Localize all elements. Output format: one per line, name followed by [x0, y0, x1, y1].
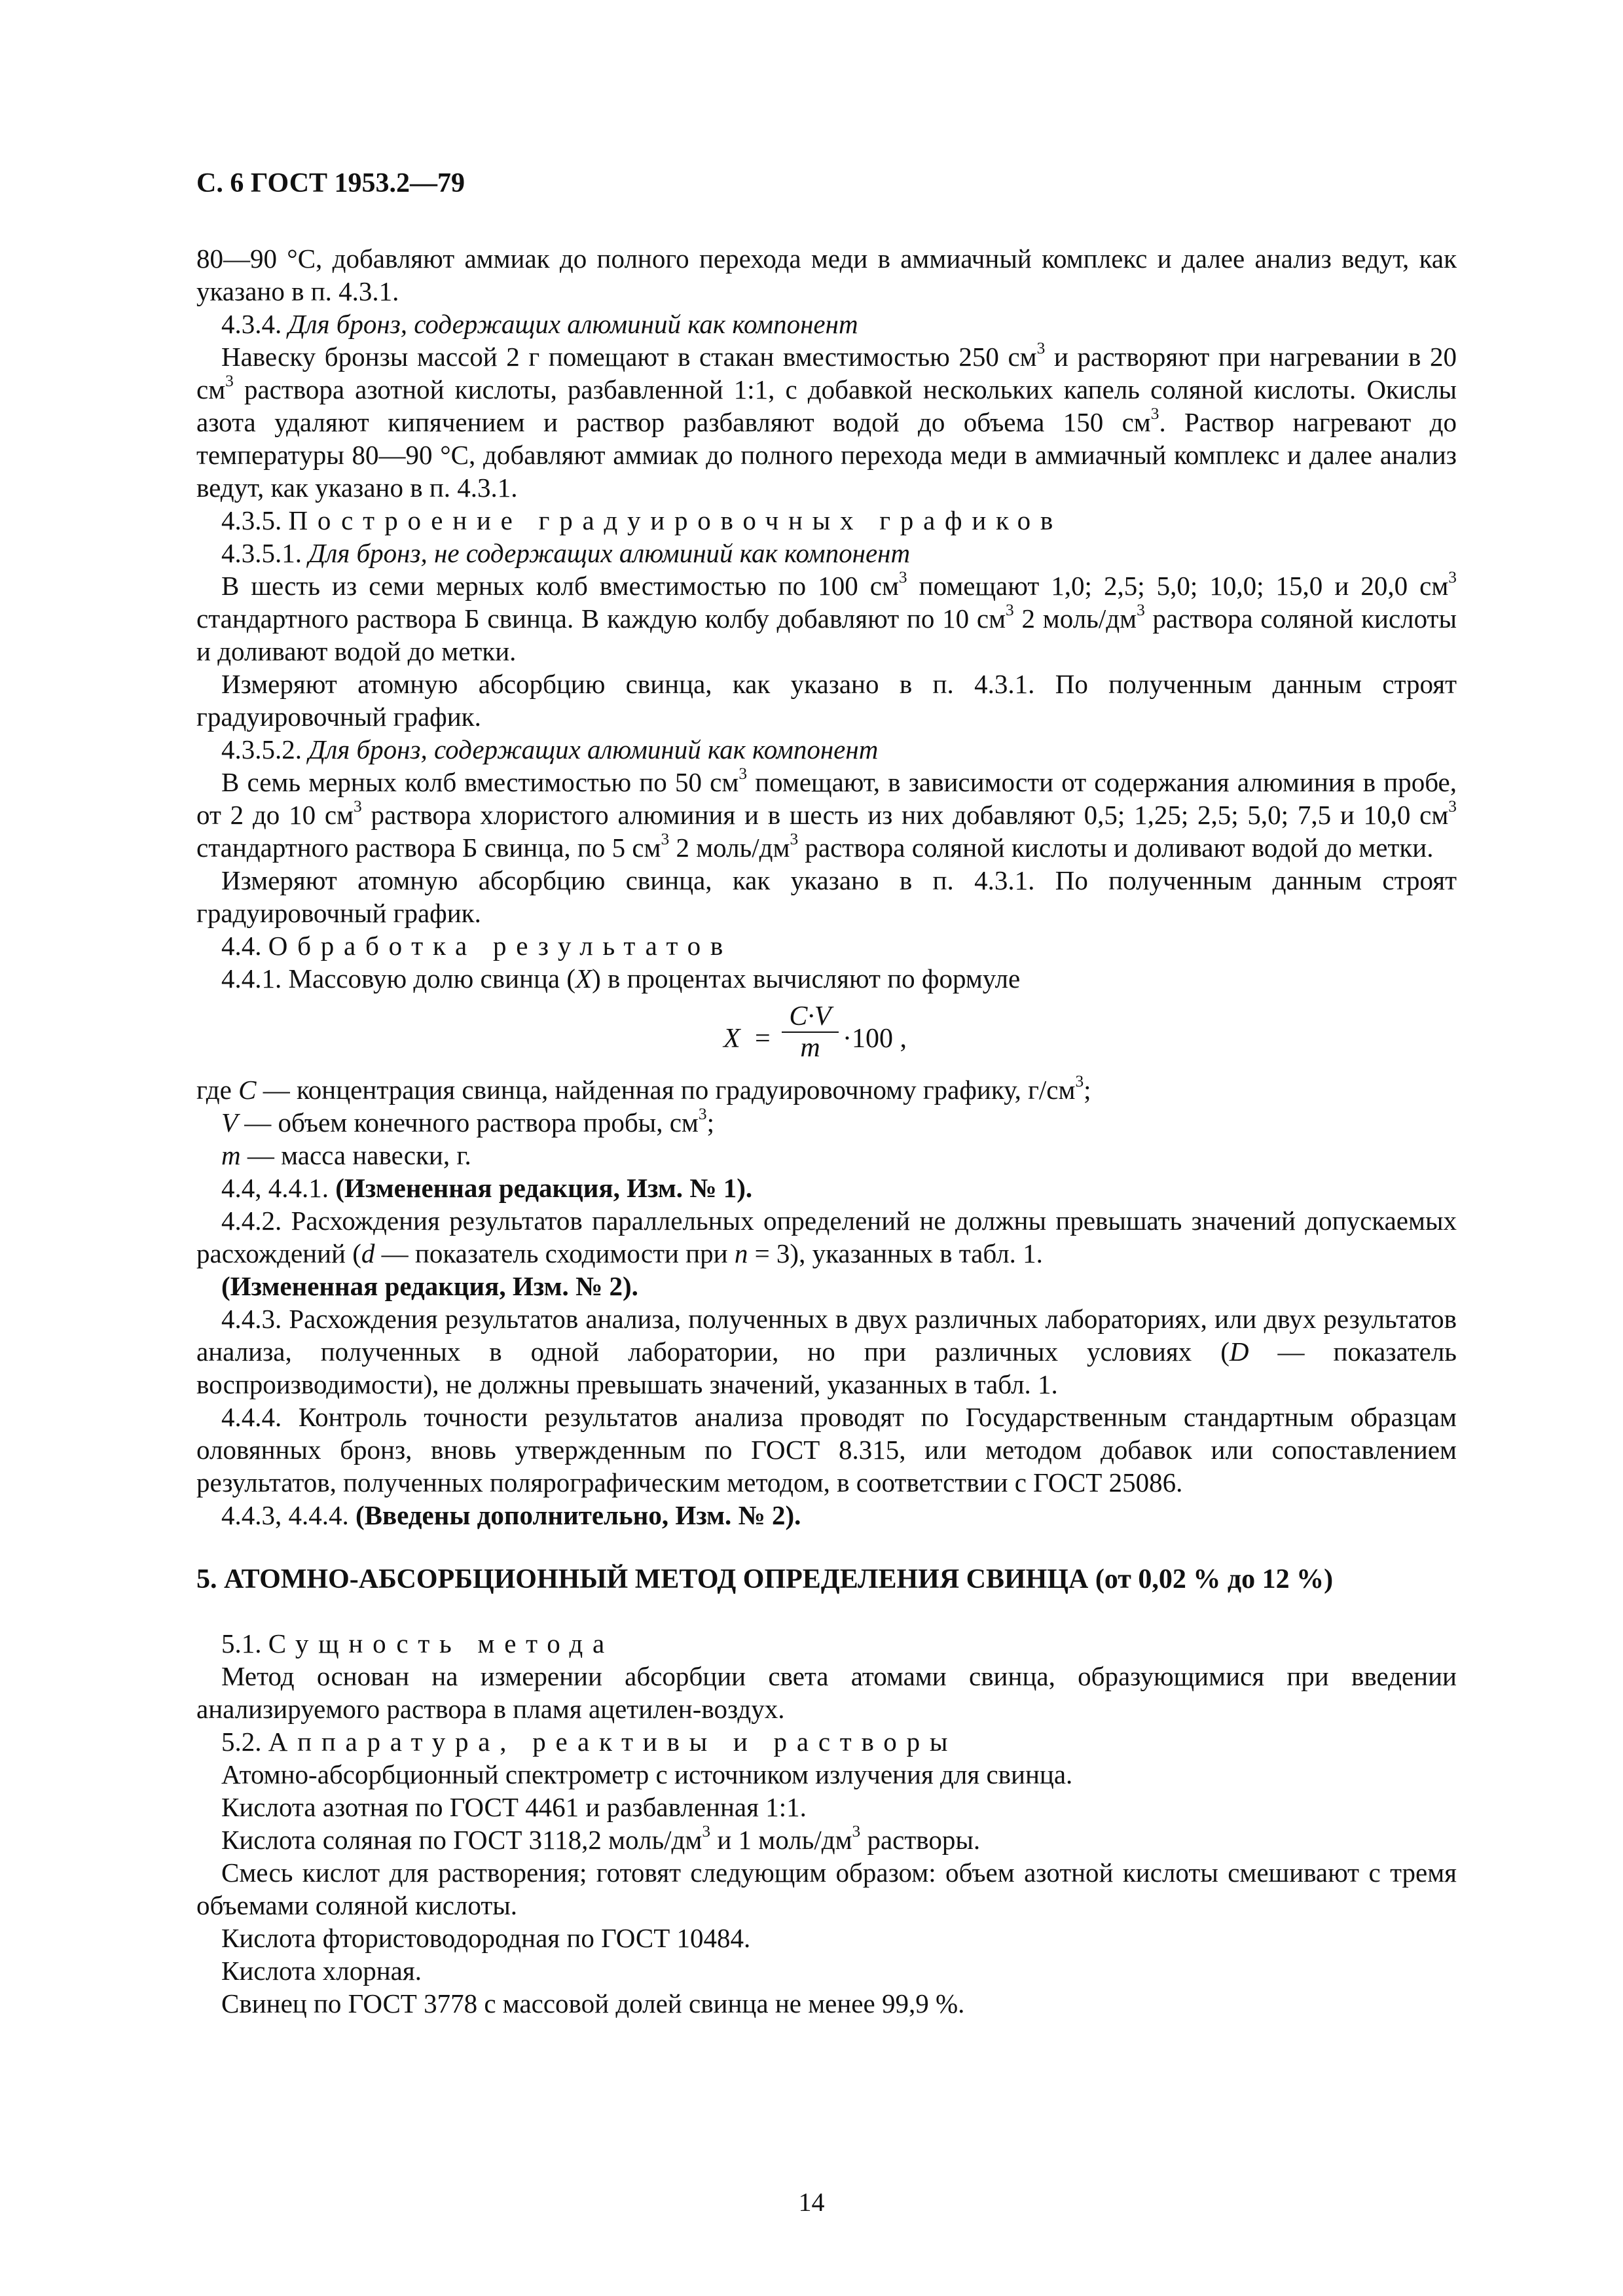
subsection-heading [196, 504, 1457, 537]
text: Свинец по ГОСТ 3778 с массовой долей свинца не менее 99,9 %. [221, 1988, 965, 2018]
clause-title: Аппаратура, реактивы и растворы [268, 1727, 958, 1757]
clause-number: 4.3.4. [221, 309, 289, 339]
clause-number: 4.3.5. [221, 505, 289, 535]
text: раствора соляной кислоты и доливают водой до метки. [798, 833, 1434, 863]
text: помещают, в зависимости от содержания алюминия в пробе, от 2 до 10 см [196, 767, 1457, 830]
text: 4.4.1. Массовую долю свинца ( [221, 963, 576, 994]
text: — показатель сходимости при [374, 1238, 735, 1268]
text: помещают 1,0; 2,5; 5,0; 10,0; 15,0 и 20,0 см [907, 571, 1449, 601]
text: — показатель воспроизводимости), не должны превышать значений, указанных в табл. 1. [196, 1336, 1457, 1399]
text: 4.4.2. Расхождения результатов параллельных определений не должны превышать значений допускаемых расхождений ( [196, 1206, 1457, 1268]
text: Измеряют атомную абсорбцию свинца, как указано в п. 4.3.1. По полученным данным строят градуировочный график. [196, 669, 1457, 732]
text: 4.4.3, 4.4.4. [221, 1500, 356, 1530]
clause-title: Сущность метода [268, 1628, 614, 1659]
text: стандартного раствора Б свинца. В каждую колбу добавляют по 10 см [196, 603, 1006, 634]
paragraph [196, 569, 1457, 668]
superscript: 3 [1150, 404, 1159, 423]
text: Атомно-абсорбционный спектрометр с источником излучения для свинца. [221, 1759, 1073, 1789]
definition [196, 1073, 1457, 1106]
clause-number: 4.4. [221, 931, 268, 961]
text: 4.4, 4.4.1. [221, 1173, 336, 1203]
paragraph [196, 668, 1457, 733]
text: 2 моль/дм [1013, 603, 1137, 634]
text: — концентрация свинца, найденная по градуировочному графику, г/см [256, 1075, 1076, 1105]
variable: n [734, 1238, 748, 1268]
superscript: 3 [1448, 567, 1457, 586]
formula [196, 995, 1457, 1073]
paragraph [196, 1954, 1457, 1987]
text: ; [1084, 1075, 1091, 1105]
subsection-heading [196, 1627, 1457, 1660]
paragraph [196, 1204, 1457, 1270]
formula-lhs: X [723, 1024, 740, 1054]
text: ) в процентах вычисляют по формуле [592, 963, 1021, 994]
text: Кислота хлорная. [221, 1956, 422, 1986]
page-header: С. 6 ГОСТ 1953.2—79 [196, 168, 465, 198]
paragraph [196, 1922, 1457, 1954]
paragraph [196, 766, 1457, 864]
superscript: 3 [1006, 600, 1014, 619]
text: раствора соляной кислоты и доливают водой до метки. [196, 603, 1457, 666]
text: 4.4.3. Расхождения результатов анализа, полученных в двух различных лабораториях, или двух результатов анализа, полученных в одной лаборатории, но при различных условиях ( [196, 1304, 1457, 1367]
superscript: 3 [698, 1104, 707, 1123]
paragraph [196, 1823, 1457, 1856]
paragraph [196, 1856, 1457, 1922]
paragraph [196, 864, 1457, 929]
text: . Раствор нагревают до температуры 80—90 °С, добавляют аммиак до полного перехода меди в аммиачный комплекс и далее анализ ведут, как указано в п. 4.3.1. [196, 407, 1457, 503]
superscript: 3 [790, 829, 799, 848]
text: 80—90 °С, добавляют аммиак до полного перехода меди в аммиачный комплекс и далее анализ ведут, как указано в п. 4.3.1. [196, 243, 1457, 306]
paragraph [196, 1302, 1457, 1401]
definition [196, 1139, 1457, 1172]
text: раствора хлористого алюминия и в шесть из них добавляют 0,5; 1,25; 2,5; 5,0; 7,5 и 10,0 см [361, 800, 1449, 830]
section-heading: 5. АТОМНО-АБСОРБЦИОННЫЙ МЕТОД ОПРЕДЕЛЕНИЯ СВИНЦА (от 0,02 % до 12 %) [196, 1564, 1334, 1594]
clause-number: 4.3.5.1. [221, 538, 309, 568]
formula-equals: = [755, 1024, 771, 1054]
subsection-heading [196, 308, 1457, 340]
paragraph [196, 1401, 1457, 1499]
page-content [196, 242, 1457, 2020]
amendment-note [196, 1270, 1457, 1302]
text: ; [706, 1107, 714, 1138]
superscript: 3 [225, 371, 234, 390]
text: 4.4.4. Контроль точности результатов анализа проводят по Государственным стандартным образцам оловянных бронз, вновь утвержденным по ГОСТ 8.315, или методом добавок или сопоставлением результатов, полученных полярографическим методом, в соответствии с ГОСТ 25086. [196, 1402, 1457, 1498]
text: В шесть из семи мерных колб вместимостью по 100 см [221, 571, 899, 601]
text: растворы. [860, 1825, 981, 1855]
clause-number: 5.2. [221, 1727, 268, 1757]
paragraph [196, 1660, 1457, 1725]
superscript: 3 [354, 797, 362, 816]
paragraph [196, 962, 1457, 995]
superscript: 3 [702, 1821, 711, 1840]
superscript: 3 [739, 764, 748, 783]
variable: C [238, 1075, 257, 1105]
amendment-note [196, 1172, 1457, 1204]
amendment-text: (Введены дополнительно, Изм. № 2). [356, 1500, 801, 1530]
text: — масса навески, г. [240, 1140, 471, 1170]
subsection-heading [196, 537, 1457, 569]
text: где [196, 1075, 239, 1105]
clause-title: Для бронз, не содержащих алюминий как компонент [308, 538, 911, 568]
clause-number: 4.3.5.2. [221, 734, 309, 764]
text: Измеряют атомную абсорбцию свинца, как указано в п. 4.3.1. По полученным данным строят градуировочный график. [196, 865, 1457, 928]
paragraph [196, 1758, 1457, 1791]
text: В семь мерных колб вместимостью по 50 см [221, 767, 739, 797]
text: и растворяют при нагревании в 20 см [196, 342, 1457, 404]
paragraph [196, 1791, 1457, 1823]
superscript: 3 [1137, 600, 1145, 619]
text: Метод основан на измерении абсорбции света атомами свинца, образующимися при введении анализируемого раствора в пламя ацетилен-воздух. [196, 1661, 1457, 1724]
clause-title: Обработка результатов [268, 931, 733, 961]
text: = 3), указанных в табл. 1. [748, 1238, 1043, 1268]
text: Смесь кислот для растворения; готовят следующим образом: объем азотной кислоты смешивают с тремя объемами соляной кислоты. [196, 1857, 1457, 1920]
paragraph [196, 340, 1457, 504]
text: Навеску бронзы массой 2 г помещают в стакан вместимостью 250 см [221, 342, 1037, 372]
paragraph [196, 242, 1457, 308]
formula-fraction [779, 1001, 841, 1063]
variable: d [361, 1238, 375, 1268]
formula-multiplier: ·100 , [843, 1024, 907, 1054]
amendment-text: (Измененная редакция, Изм. № 2). [221, 1271, 638, 1301]
subsection-heading [196, 733, 1457, 766]
superscript: 3 [661, 829, 670, 848]
variable: D [1229, 1336, 1249, 1367]
superscript: 3 [1448, 797, 1457, 816]
clause-title: Построение градуировочных графиков [288, 505, 1063, 535]
variable: V [221, 1107, 238, 1138]
superscript: 3 [1036, 338, 1046, 357]
superscript: 3 [852, 1821, 861, 1840]
text: Кислота фтористоводородная по ГОСТ 10484. [221, 1923, 751, 1953]
text: раствора азотной кислоты, разбавленной 1:1, с добавкой нескольких капель соляной кислоты. Окислы азота удаляют кипячением и раствор разбавляют водой до объема 150 см [196, 374, 1457, 437]
amendment-text: (Измененная редакция, Изм. № 1). [335, 1173, 753, 1203]
variable: X [575, 963, 593, 994]
text: — объем конечного раствора пробы, см [238, 1107, 699, 1138]
subsection-heading [196, 1725, 1457, 1758]
clause-title: Для бронз, содержащих алюминий как компонент [288, 309, 858, 339]
text: Кислота соляная по ГОСТ 3118,2 моль/дм [221, 1825, 702, 1855]
clause-title: Для бронз, содержащих алюминий как компонент [308, 734, 879, 764]
superscript: 3 [1075, 1071, 1084, 1090]
text: Кислота азотная по ГОСТ 4461 и разбавленная 1:1. [221, 1792, 807, 1822]
formula-numerator: C·V [789, 1001, 831, 1031]
page-number: 14 [798, 2187, 825, 2217]
paragraph [196, 1987, 1457, 2020]
subsection-heading [196, 929, 1457, 962]
clause-number: 5.1. [221, 1628, 268, 1659]
definition [196, 1106, 1457, 1139]
text: стандартного раствора Б свинца, по 5 см [196, 833, 661, 863]
variable: m [221, 1140, 241, 1170]
formula-denominator: m [800, 1033, 820, 1063]
text: 2 моль/дм [669, 833, 790, 863]
amendment-note [196, 1499, 1457, 1532]
text: и 1 моль/дм [710, 1825, 852, 1855]
superscript: 3 [898, 567, 907, 586]
